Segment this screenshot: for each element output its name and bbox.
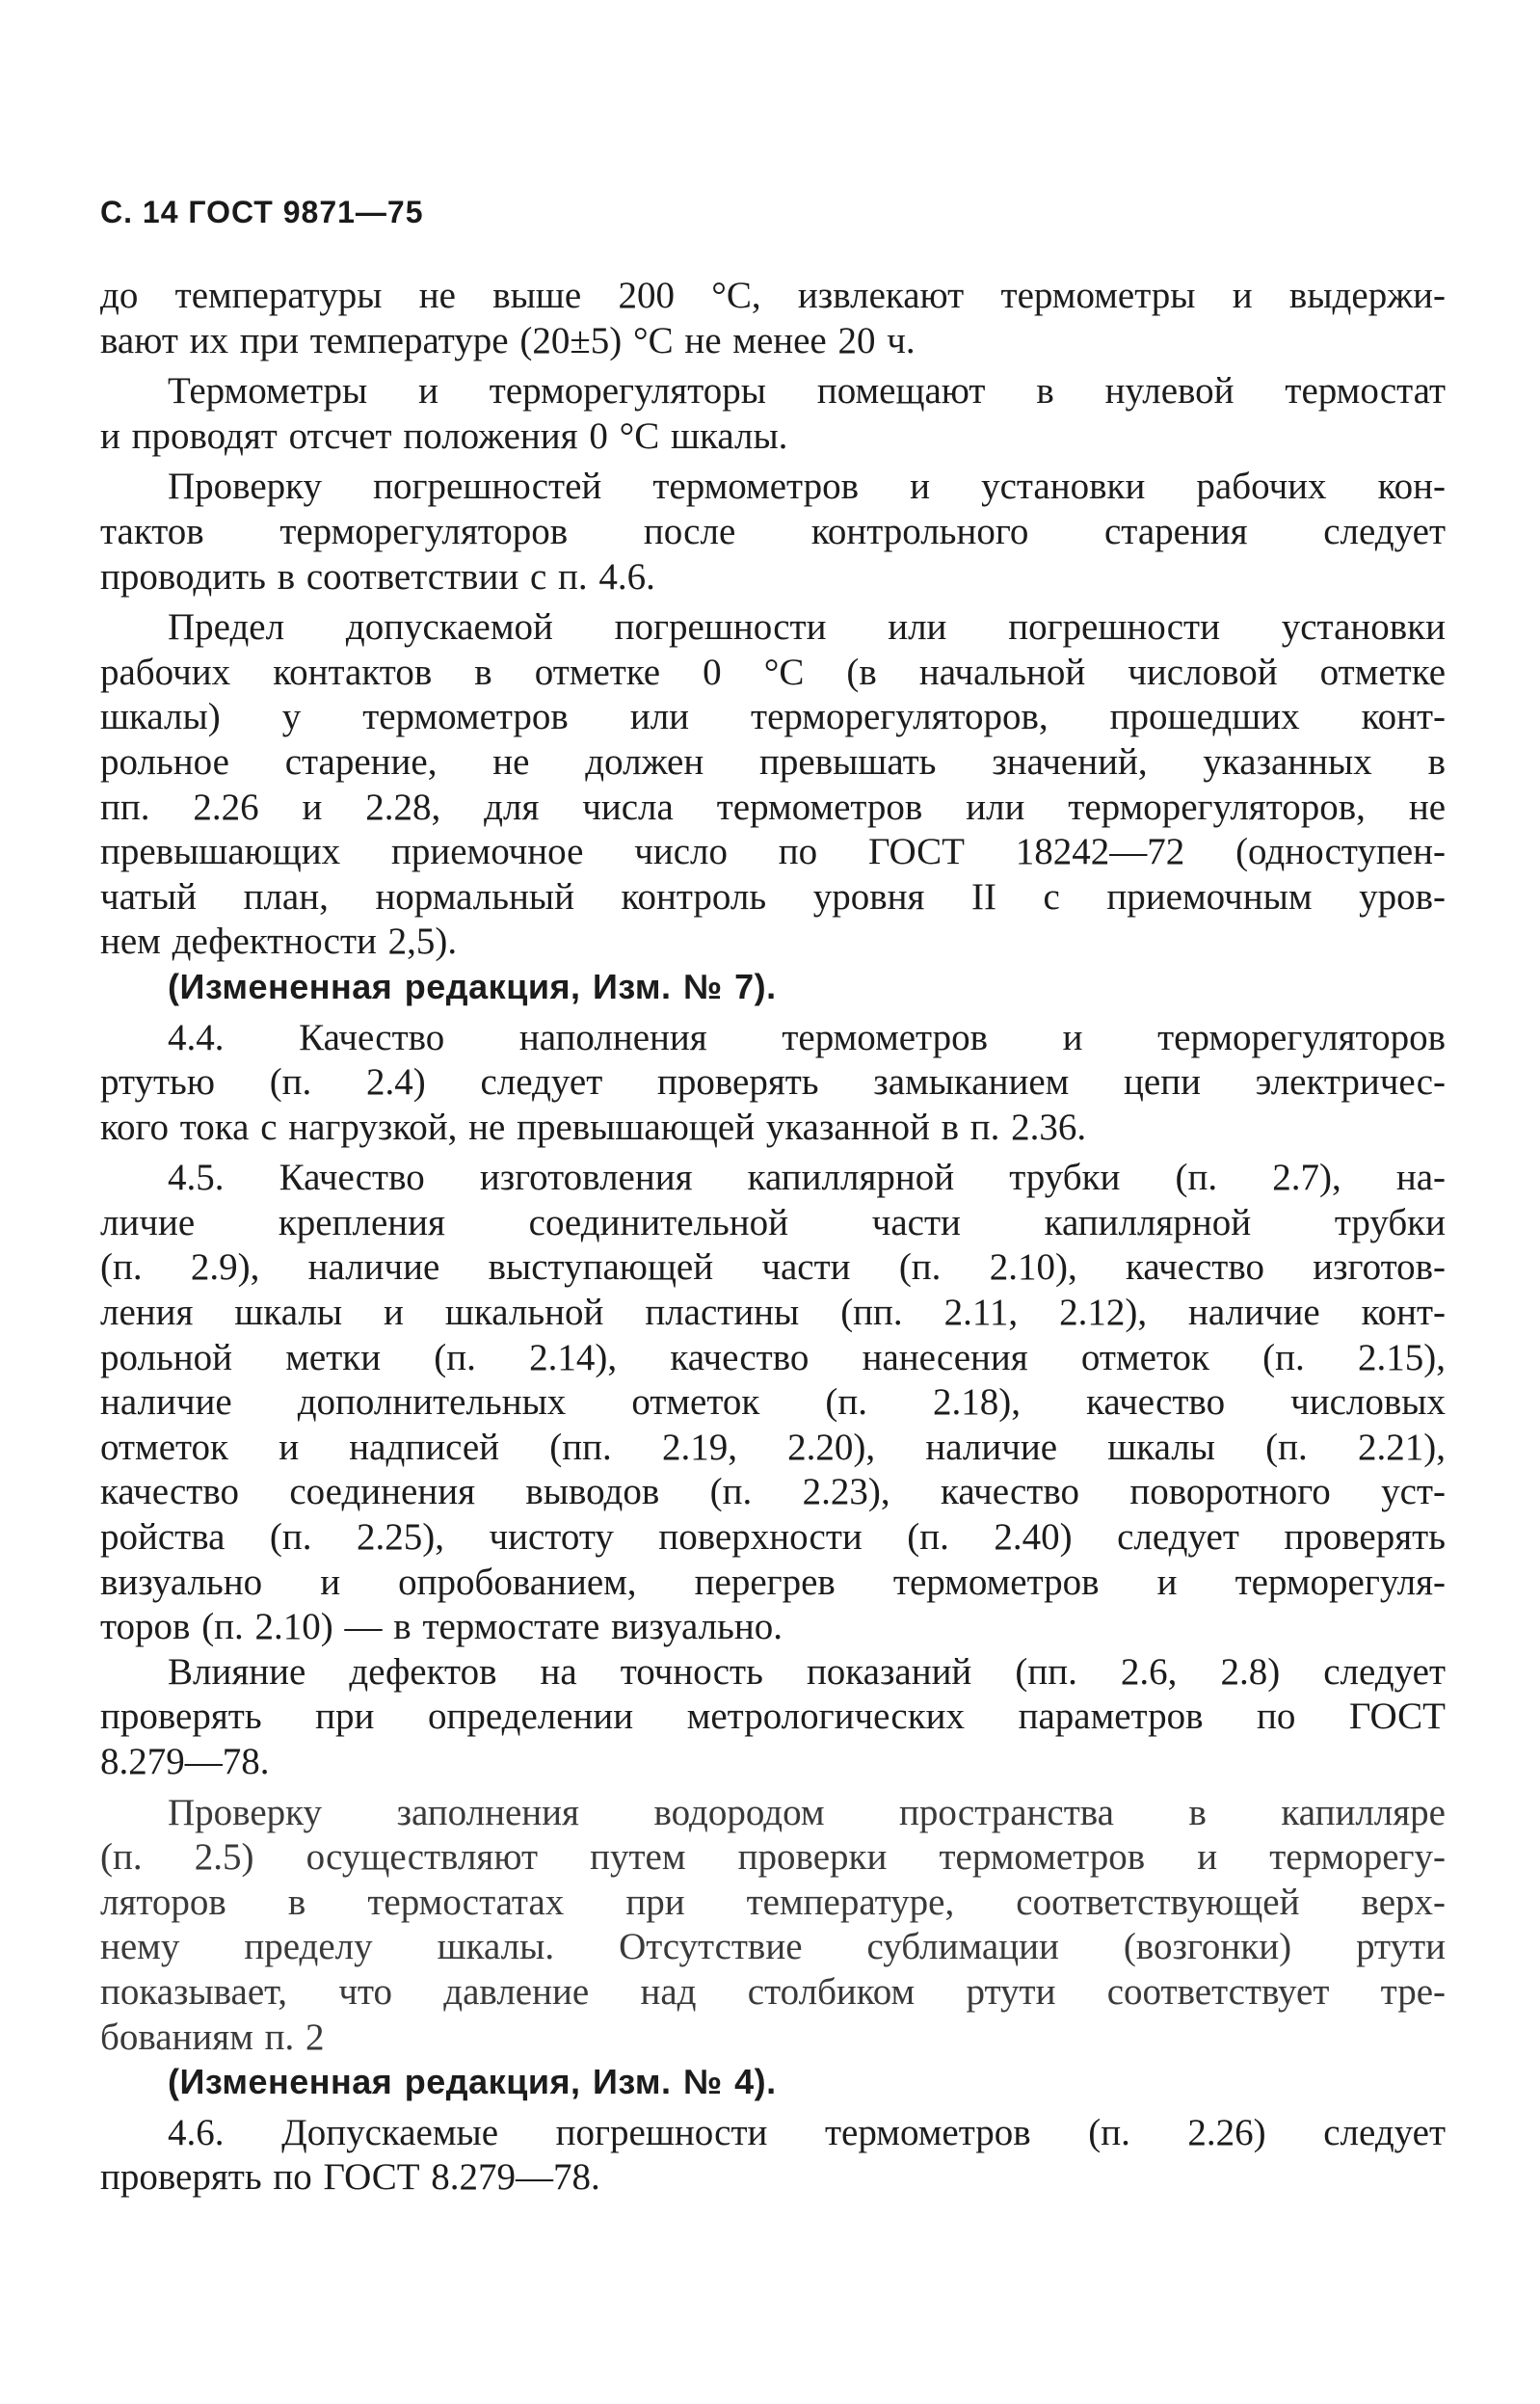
text-line: тактов терморегуляторов после контрольного старения следует [100,510,1446,552]
text-line: ления шкалы и шкальной пластины (пп. 2.11, 2.12), наличие конт- [100,1292,1446,1334]
paragraph-hydrogen [100,1791,1446,2061]
text-line: Проверку погрешностей термометров и установки рабочих кон- [168,466,1446,508]
text-line: и проводят отсчет положения 0 °С шкалы. [100,414,788,457]
text-line: кого тока с нагрузкой, не превышающей указанной в п. 2.36. [100,1106,1087,1148]
text-line: проводить в соответствии с п. 4.6. [100,555,655,598]
text-line: торов (п. 2.10) — в термостате визуально. [100,1606,783,1648]
text-line: личие крепления соединительной части капиллярной трубки [100,1201,1446,1243]
text-line: проверять по ГОСТ 8.279—78. [100,2156,600,2199]
page-header: С. 14 ГОСТ 9871—75 [100,195,424,229]
text-line: Проверку заполнения водородом пространства в капилляре [168,1791,1446,1833]
section-4-5 [100,1156,1446,1650]
paragraph-defects [100,1650,1446,1785]
text-line: (п. 2.9), наличие выступающей части (п. 2.10), качество изготов- [100,1246,1446,1289]
text-line: вают их при температуре (20±5) °С не менее 20 ч. [100,319,916,361]
text-line: до температуры не выше 200 °С, извлекают термометры и выдержи- [100,275,1446,316]
text-line: ройства (п. 2.25), чистоту поверхности (п. 2.40) следует проверять [100,1516,1446,1559]
text-line: качество соединения выводов (п. 2.23), качество поворотного уст- [100,1471,1446,1513]
paragraph-1 [100,274,1446,363]
text-line: проверять при определении метрологических параметров по ГОСТ [100,1696,1446,1738]
amendment-note-7 [100,965,1446,1010]
text-line: Влияние дефектов на точность показаний (пп. 2.6, 2.8) следует [168,1650,1446,1693]
text-line: (п. 2.5) осуществляют путем проверки термометров и терморегу- [100,1836,1446,1879]
document-body [100,274,1446,2201]
text-line: нему пределу шкалы. Отсутствие сублимации (возгонки) ртути [100,1926,1446,1968]
text-line: рольной метки (п. 2.14), качество нанесения отметок (п. 2.15), [100,1336,1446,1378]
text-line: 8.279—78. [100,1741,270,1782]
amendment-text: (Измененная редакция, Изм. № 4). [168,2062,777,2102]
section-4-6 [100,2111,1446,2201]
text-line: визуально и опробованием, перегрев термометров и терморегуля- [100,1561,1446,1603]
section-4-4 [100,1016,1446,1151]
text-line: пп. 2.26 и 2.28, для числа термометров или терморегуляторов, не [100,786,1446,828]
text-line: Предел допускаемой погрешности или погрешности установки [168,606,1446,649]
text-line: 4.4. Качество наполнения термометров и терморегуляторов [168,1016,1446,1058]
text-line: шкалы) у термометров или терморегуляторов, прошедших конт- [100,696,1446,738]
text-line: превышающих приемочное число по ГОСТ 18242—72 (одноступен- [100,831,1446,873]
text-line: нем дефектности 2,5). [100,921,458,963]
text-line: чатый план, нормальный контроль уровня II с приемочным уров- [100,875,1446,918]
text-line: показывает, что давление над столбиком ртути соответствует тре- [100,1970,1446,2013]
paragraph-4 [100,605,1446,965]
text-line: ртутью (п. 2.4) следует проверять замыканием цепи электричес- [100,1061,1446,1104]
text-line: отметок и надписей (пп. 2.19, 2.20), наличие шкалы (п. 2.21), [100,1426,1446,1468]
text-line: бованиям п. 2 [100,2016,325,2058]
text-line: 4.6. Допускаемые погрешности термометров (п. 2.26) следует [168,2111,1446,2153]
text-line: рабочих контактов в отметке 0 °С (в начальной числовой отметке [100,651,1446,693]
amendment-note-4 [100,2060,1446,2105]
text-line: ляторов в термостатах при температуре, соответствующей верх- [100,1881,1446,1923]
amendment-text: (Измененная редакция, Изм. № 7). [168,966,777,1006]
text-line: Термометры и терморегуляторы помещают в нулевой термостат [168,370,1446,413]
paragraph-3 [100,465,1446,600]
text-line: наличие дополнительных отметок (п. 2.18), качество числовых [100,1381,1446,1424]
paragraph-2 [100,369,1446,459]
text-line: рольное старение, не должен превышать значений, указанных в [100,740,1446,783]
text-line: 4.5. Качество изготовления капиллярной трубки (п. 2.7), на- [168,1157,1446,1199]
